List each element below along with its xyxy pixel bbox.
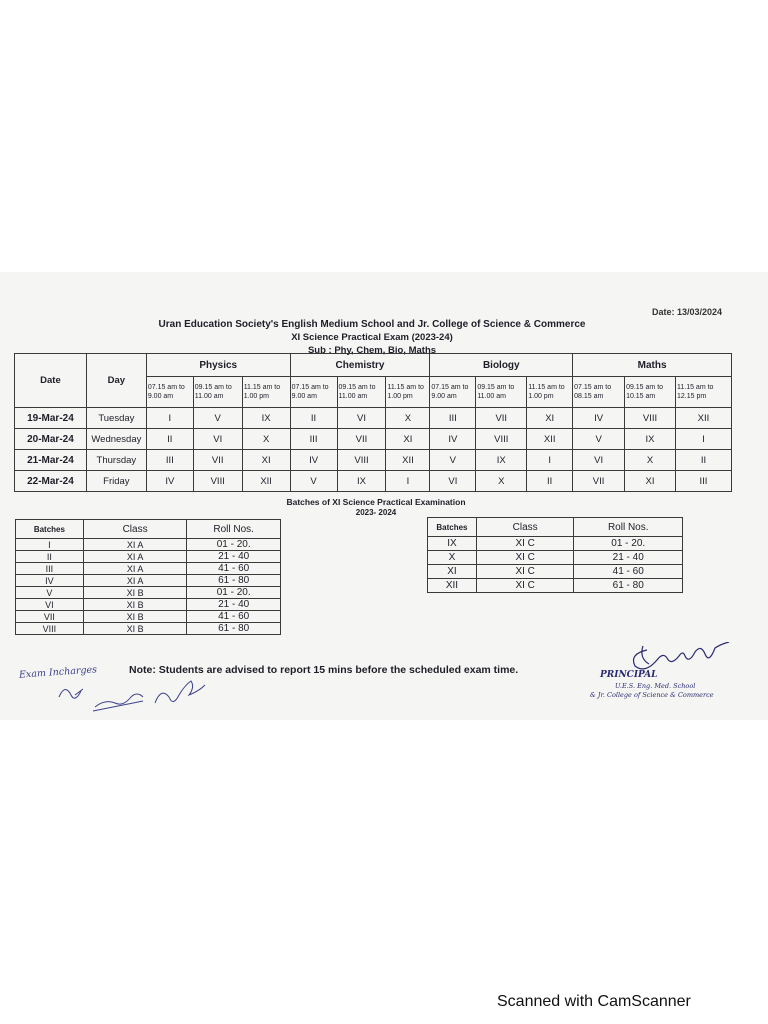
batch-cell: XI — [527, 408, 573, 429]
batch-cell: IV — [430, 429, 476, 450]
batch-class: XI C — [476, 579, 574, 593]
batch-cell: III — [430, 408, 476, 429]
batches-table-left — [15, 519, 281, 635]
batch-cell: VI — [573, 450, 625, 471]
table-row — [16, 611, 281, 623]
time-slot: 07.15 am to 9.00 am — [146, 377, 193, 408]
batch-cell: XI — [386, 429, 430, 450]
exam-day: Thursday — [86, 450, 146, 471]
time-slot: 09.15 am to 10.15 am — [625, 377, 676, 408]
batch-cell: I — [675, 429, 731, 450]
batch-column-header: Batches — [16, 520, 84, 539]
exam-date: 20-Mar-24 — [15, 429, 87, 450]
batch-cell: XII — [242, 471, 290, 492]
batch-cell: VII — [573, 471, 625, 492]
exam-day: Wednesday — [86, 429, 146, 450]
batch-column-header: Roll Nos. — [187, 520, 281, 539]
batch-roll-range: 41 - 60 — [187, 563, 281, 575]
exam-date: 19-Mar-24 — [15, 408, 87, 429]
batches-title: Batches of XI Science Practical Examination — [286, 497, 466, 507]
time-slot: 11.15 am to 1.00 pm — [386, 377, 430, 408]
batch-class: XI C — [476, 551, 574, 565]
batch-roll-range: 01 - 20. — [187, 539, 281, 551]
batch-number: V — [16, 587, 84, 599]
subject-header: Biology — [430, 354, 573, 377]
batch-cell: VIII — [625, 408, 676, 429]
batch-class: XI B — [83, 611, 187, 623]
table-row — [16, 623, 281, 635]
table-row — [16, 539, 281, 551]
batch-cell: VI — [430, 471, 476, 492]
table-row — [428, 551, 683, 565]
batch-cell: VIII — [476, 429, 527, 450]
batch-header-row — [428, 518, 683, 537]
time-slot: 07.15 am to 9.00 am — [290, 377, 337, 408]
batch-number: VI — [16, 599, 84, 611]
exam-title: XI Science Practical Exam (2023-24) — [291, 332, 453, 343]
table-row — [16, 575, 281, 587]
batch-cell: IX — [337, 471, 386, 492]
batch-cell: IV — [146, 471, 193, 492]
exam-note: Note: Students are advised to report 15 mins before the scheduled exam time. — [129, 664, 519, 676]
time-slot: 09.15 am to 11.00 am — [476, 377, 527, 408]
batch-class: XI A — [83, 539, 187, 551]
schedule-subject-row — [15, 354, 732, 377]
batch-class: XI B — [83, 587, 187, 599]
batch-cell: VI — [337, 408, 386, 429]
batch-cell: XII — [386, 450, 430, 471]
batch-column-header: Roll Nos. — [574, 518, 683, 537]
batch-cell: V — [193, 408, 242, 429]
batch-column-header: Batches — [428, 518, 477, 537]
time-slot: 07.15 am to 9.00 am — [430, 377, 476, 408]
batch-cell: V — [573, 429, 625, 450]
batch-cell: III — [675, 471, 731, 492]
batch-cell: IV — [290, 450, 337, 471]
batch-cell: II — [290, 408, 337, 429]
batch-cell: VII — [476, 408, 527, 429]
batch-class: XI B — [83, 599, 187, 611]
table-row — [428, 537, 683, 551]
scanned-document — [0, 272, 768, 720]
table-row — [15, 450, 732, 471]
exam-incharges-label: Exam Incharges — [18, 664, 98, 681]
batch-number: XII — [428, 579, 477, 593]
batch-cell: IX — [242, 408, 290, 429]
batch-column-header: Class — [476, 518, 574, 537]
table-row — [15, 408, 732, 429]
exam-date: 21-Mar-24 — [15, 450, 87, 471]
camscanner-watermark: Scanned with CamScanner — [497, 993, 691, 1010]
time-slot: 11.15 am to 12.15 pm — [675, 377, 731, 408]
batch-cell: VII — [337, 429, 386, 450]
batch-cell: V — [290, 471, 337, 492]
subject-header: Chemistry — [290, 354, 430, 377]
batch-cell: XII — [675, 408, 731, 429]
batch-number: II — [16, 551, 84, 563]
batch-number: XI — [428, 565, 477, 579]
table-row — [16, 599, 281, 611]
table-row — [428, 579, 683, 593]
time-slot: 07.15 am to 08.15 am — [573, 377, 625, 408]
table-row — [15, 471, 732, 492]
batch-cell: VII — [193, 450, 242, 471]
exam-date: 22-Mar-24 — [15, 471, 87, 492]
batch-column-header: Class — [83, 520, 187, 539]
batch-class: XI B — [83, 623, 187, 635]
batch-number: IX — [428, 537, 477, 551]
batch-cell: X — [386, 408, 430, 429]
institution-line-1: U.E.S. Eng. Med. School — [615, 682, 696, 690]
batches-year: 2023- 2024 — [355, 508, 397, 517]
date-header: Date — [15, 354, 87, 408]
table-row — [16, 563, 281, 575]
exam-subjects: Sub : Phy, Chem, Bio, Maths — [307, 345, 437, 356]
batch-cell: I — [146, 408, 193, 429]
batch-number: I — [16, 539, 84, 551]
institution-line-2: & Jr. College of Science & Commerce — [590, 691, 714, 699]
exam-day: Tuesday — [86, 408, 146, 429]
time-slot: 09.15 am to 11.00 am — [337, 377, 386, 408]
principal-label: PRINCIPAL — [600, 670, 658, 680]
batch-header-row — [16, 520, 281, 539]
subject-header: Physics — [146, 354, 290, 377]
batch-number: VIII — [16, 623, 84, 635]
time-slot: 09.15 am to 11.00 am — [193, 377, 242, 408]
batch-cell: V — [430, 450, 476, 471]
batch-class: XI C — [476, 565, 574, 579]
batch-cell: IX — [476, 450, 527, 471]
batch-number: III — [16, 563, 84, 575]
batch-cell: I — [527, 450, 573, 471]
batch-class: XI A — [83, 563, 187, 575]
batch-cell: I — [386, 471, 430, 492]
batches-table-right — [427, 517, 683, 593]
batch-cell: XII — [527, 429, 573, 450]
batch-class: XI A — [83, 551, 187, 563]
batch-cell: XI — [625, 471, 676, 492]
table-row — [428, 565, 683, 579]
batch-cell: III — [146, 450, 193, 471]
table-row — [16, 551, 281, 563]
batch-cell: X — [242, 429, 290, 450]
batch-cell: X — [625, 450, 676, 471]
time-slot: 11.15 am to 1.00 pm — [242, 377, 290, 408]
batch-cell: IV — [573, 408, 625, 429]
batch-roll-range: 61 - 80 — [574, 579, 683, 593]
incharge-signatures — [55, 677, 215, 717]
batch-cell: III — [290, 429, 337, 450]
batch-class: XI A — [83, 575, 187, 587]
batch-roll-range: 01 - 20. — [187, 587, 281, 599]
schedule-table — [14, 353, 732, 492]
batch-cell: X — [476, 471, 527, 492]
batch-roll-range: 41 - 60 — [574, 565, 683, 579]
batch-cell: XI — [242, 450, 290, 471]
time-slot: 11.15 am to 1.00 pm — [527, 377, 573, 408]
batch-roll-range: 61 - 80 — [187, 623, 281, 635]
batch-roll-range: 01 - 20. — [574, 537, 683, 551]
batch-number: VII — [16, 611, 84, 623]
batch-number: IV — [16, 575, 84, 587]
batch-roll-range: 21 - 40 — [187, 551, 281, 563]
batch-cell: II — [146, 429, 193, 450]
table-row — [15, 429, 732, 450]
day-header: Day — [86, 354, 146, 408]
document-date: Date: 13/03/2024 — [652, 307, 723, 317]
batch-roll-range: 41 - 60 — [187, 611, 281, 623]
batch-class: XI C — [476, 537, 574, 551]
school-name: Uran Education Society's English Medium School and Jr. College of Science & Commerce — [158, 319, 586, 330]
batch-roll-range: 21 - 40 — [574, 551, 683, 565]
batch-cell: VIII — [337, 450, 386, 471]
batch-number: X — [428, 551, 477, 565]
batch-cell: VIII — [193, 471, 242, 492]
batch-cell: VI — [193, 429, 242, 450]
batch-cell: II — [675, 450, 731, 471]
batch-roll-range: 21 - 40 — [187, 599, 281, 611]
subject-header: Maths — [573, 354, 732, 377]
table-row — [16, 587, 281, 599]
batch-cell: IX — [625, 429, 676, 450]
batch-roll-range: 61 - 80 — [187, 575, 281, 587]
exam-day: Friday — [86, 471, 146, 492]
batch-cell: II — [527, 471, 573, 492]
